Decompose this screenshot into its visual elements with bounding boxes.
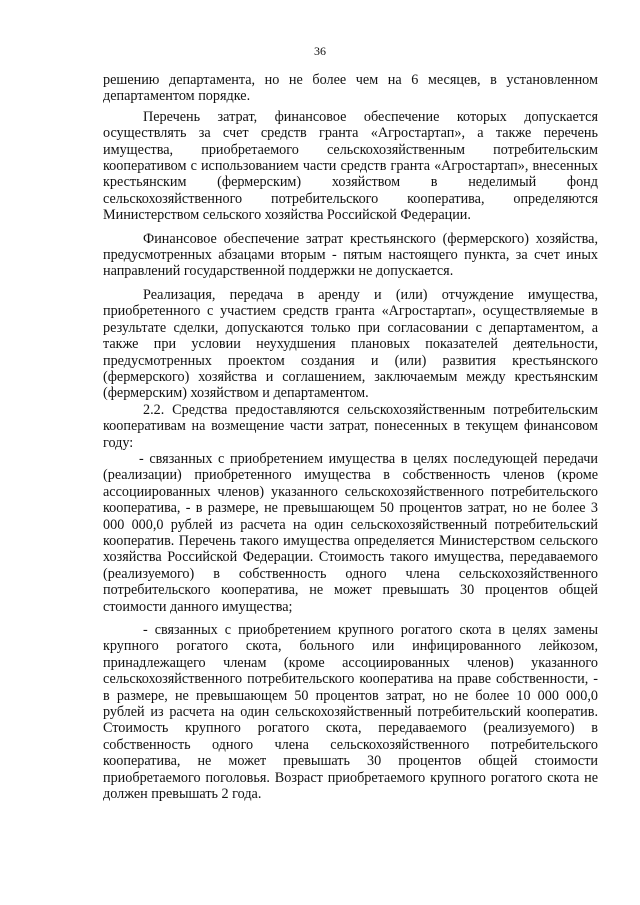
paragraph-continuation: решению департамента, но не более чем на 6 месяцев, в установленном департаментом порядке.	[103, 72, 598, 105]
paragraph-cattle-expenses: - связанных с приобретением крупного рогатого скота в целях замены крупного рогатого скота, больного или инфицированного лейкозом, принадлежащего членам (кроме ассоциированных членов) указанного сельскохозяйственного потребительского кооператива на праве собственности, - в размере, не превышающем 50 процентов затрат, но не более 10 000 000,0 рублей из расчета на один сельскохозяйственный потребительский кооператив. Стоимость крупного рогатого скота, передаваемого (реализуемого) в собственность одного члена сельскохозяйственного потребительского кооператива, не может превышать 30 процентов общей стоимости приобретаемого поголовья. Возраст приобретаемого крупного рогатого скота не должен превышать 2 года.	[103, 622, 598, 803]
paragraph-financing: Финансовое обеспечение затрат крестьянского (фермерского) хозяйства, предусмотренных абзацами вторым - пятым настоящего пункта, за счет иных направлений государственной поддержки не допускается.	[103, 230, 598, 280]
document-body	[103, 72, 598, 802]
paragraph-expense-list: Перечень затрат, финансовое обеспечение которых допускается осуществлять за счет средств гранта «Агростартап», а также перечень имущества, приобретаемого сельскохозяйственным потребительским кооперативом с использованием части средств гранта «Агростартап», внесенных крестьянским (фермерским) хозяйством в неделимый фонд сельскохозяйственного потребительского кооператива, определяются Министерством сельского хозяйства Российской Федерации.	[103, 108, 598, 224]
page-number: 36	[314, 44, 326, 58]
paragraph-property-expenses: - связанных с приобретением имущества в целях последующей передачи (реализации) приобретенного имущества в собственность членов (кроме ассоциированных членов) указанного сельскохозяйственного потребительского кооператива, - в размере, не превышающем 50 процентов затрат, но не более 3 000 000,0 рублей из расчета на один сельскохозяйственный потребительский кооператив. Перечень такого имущества определяется Министерством сельского хозяйства Российской Федерации. Стоимость такого имущества, передаваемого (реализуемого) в собственность одного члена сельскохозяйственного потребительского кооператива, не может превышать 30 процентов общей стоимости данного имущества;	[103, 450, 598, 615]
paragraph-realization: Реализация, передача в аренду и (или) отчуждение имущества, приобретенного с участием средств гранта «Агростартап», осуществляемые в результате сделки, допускаются только при согласовании с департаментом, а также при условии неухудшения плановых показателей деятельности, предусмотренных проектом создания и (или) развития крестьянского (фермерского) хозяйства и соглашением, заключаемым между крестьянским (фермерским) хозяйством и департаментом.	[103, 286, 598, 402]
paragraph-section-2-2: 2.2. Средства предоставляются сельскохозяйственным потребительским кооперативам на возмещение части затрат, понесенных в текущем финансовом году:	[103, 401, 598, 451]
